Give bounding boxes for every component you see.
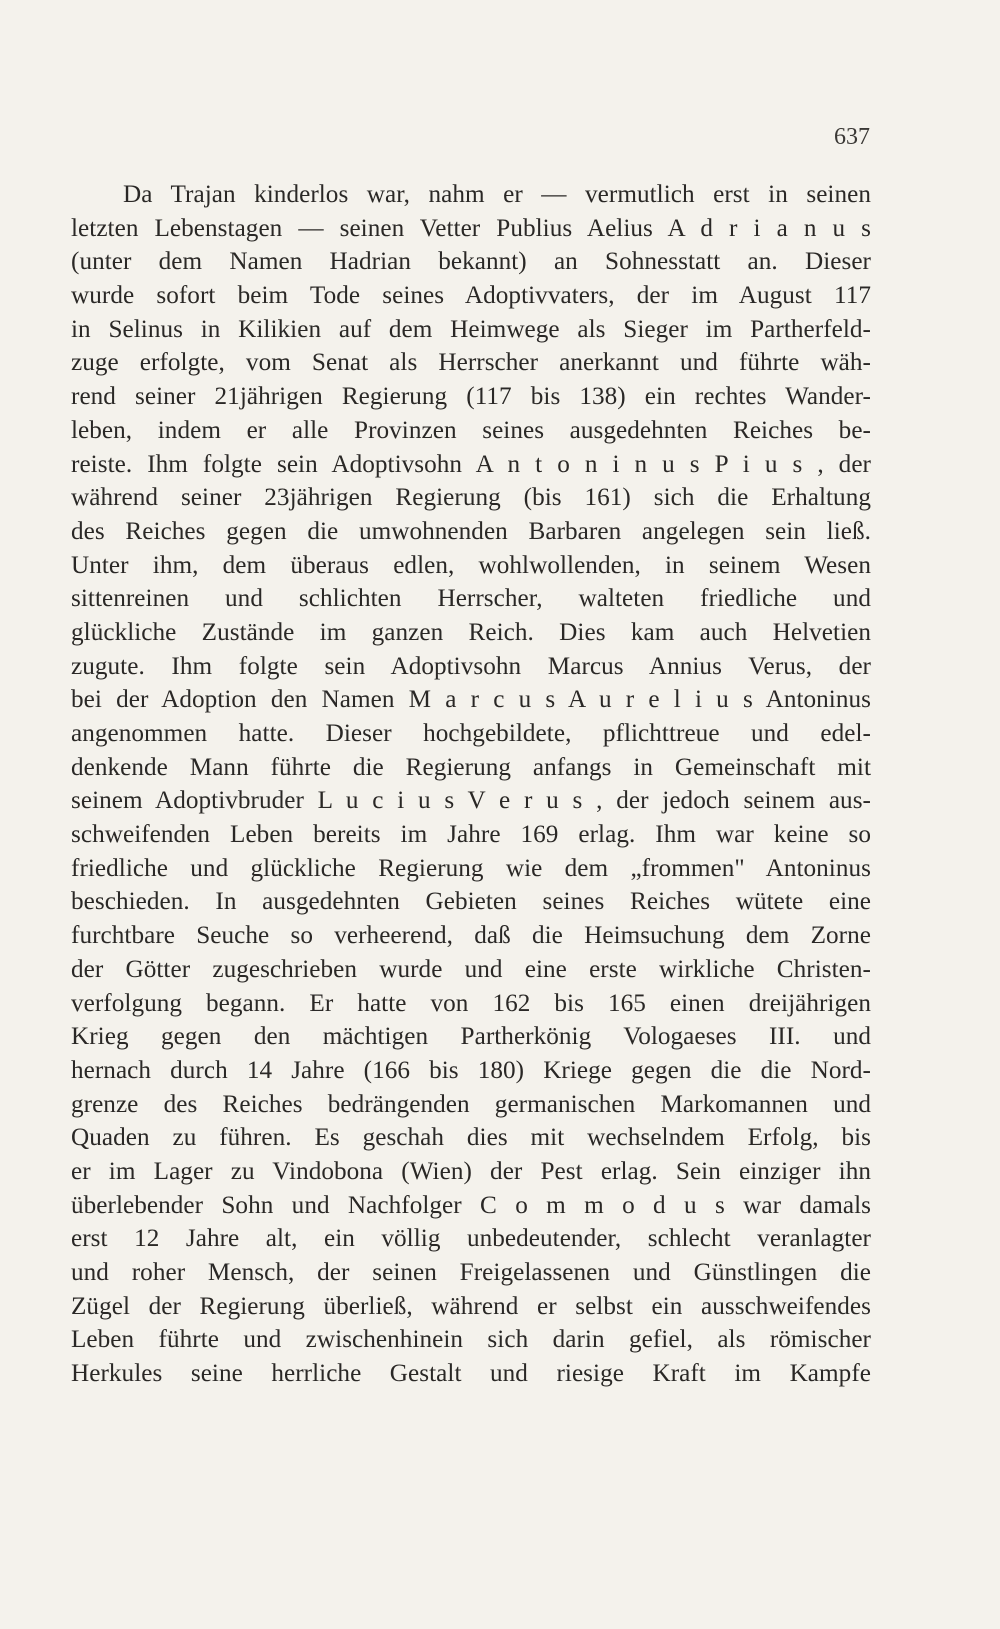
- text-line: in Selinus in Kilikien auf dem Heimwege als Sieger im Partherfeld-: [71, 315, 871, 343]
- text-line: Krieg gegen den mächtigen Partherkönig Vologaeses III. und: [71, 1023, 871, 1051]
- text-line: sittenreinen und schlichten Herrscher, walteten friedliche und: [71, 585, 871, 613]
- text-line: zuge erfolgte, vom Senat als Herrscher anerkannt und führte wäh-: [71, 349, 871, 377]
- text-line: (unter dem Namen Hadrian bekannt) an Sohnesstatt an. Dieser: [71, 248, 871, 276]
- text-line: angenommen hatte. Dieser hochgebildete, pflichttreue und edel-: [71, 720, 871, 747]
- text-line: Leben führte und zwischenhinein sich darin gefiel, als römischer: [71, 1326, 871, 1354]
- text-line: Quaden zu führen. Es geschah dies mit wechselndem Erfolg, bis: [71, 1124, 871, 1152]
- text-line: furchtbare Seuche so verheerend, daß die Heimsuchung dem Zorne: [71, 922, 871, 950]
- text-line: verfolgung begann. Er hatte von 162 bis 165 einen dreijährigen: [71, 989, 871, 1017]
- text-line: glückliche Zustände im ganzen Reich. Dies kam auch Helvetien: [71, 618, 871, 646]
- text-line: erst 12 Jahre alt, ein völlig unbedeutender, schlecht veranlagter: [71, 1225, 871, 1253]
- text-line: des Reiches gegen die umwohnenden Barbaren angelegen sein ließ.: [71, 517, 871, 545]
- text-line: grenze des Reiches bedrängenden germanischen Markomannen und: [71, 1090, 871, 1118]
- page-number: 637: [834, 124, 870, 150]
- body-paragraph: [71, 178, 871, 1391]
- text-line: überlebender Sohn und Nachfolger C o m m o d u s war damals: [71, 1191, 871, 1219]
- text-line: bei der Adoption den Namen M a r c u s A u r e l i u s Antoninus: [71, 686, 871, 714]
- text-line: zugute. Ihm folgte sein Adoptivsohn Marcus Annius Verus, der: [71, 652, 871, 680]
- text-line: er im Lager zu Vindobona (Wien) der Pest erlag. Sein einziger ihn: [71, 1157, 871, 1185]
- text-line: hernach durch 14 Jahre (166 bis 180) Kriege gegen die die Nord-: [71, 1056, 871, 1084]
- text-line: und roher Mensch, der seinen Freigelassenen und Günstlingen die: [71, 1259, 871, 1286]
- text-line: Unter ihm, dem überaus edlen, wohlwollenden, in seinem Wesen: [71, 551, 871, 579]
- text-line: letzten Lebenstagen — seinen Vetter Publius Aelius A d r i a n u s: [71, 214, 871, 242]
- text-line: Zügel der Regierung überließ, während er selbst ein ausschweifendes: [71, 1292, 871, 1320]
- text-line: reiste. Ihm folgte sein Adoptivsohn A n t o n i n u s P i u s , der: [71, 450, 871, 478]
- text-line: Da Trajan kinderlos war, nahm er — vermutlich erst in seinen: [123, 181, 871, 208]
- text-line: beschieden. In ausgedehnten Gebieten seines Reiches wütete eine: [71, 888, 871, 916]
- text-line: wurde sofort beim Tode seines Adoptivvaters, der im August 117: [71, 282, 871, 310]
- text-line: der Götter zugeschrieben wurde und eine erste wirkliche Christen-: [71, 955, 871, 983]
- text-line: friedliche und glückliche Regierung wie dem „frommen" Antoninus: [71, 854, 871, 882]
- text-line: denkende Mann führte die Regierung anfangs in Gemeinschaft mit: [71, 753, 871, 781]
- text-line: während seiner 23jährigen Regierung (bis 161) sich die Erhaltung: [71, 484, 871, 512]
- text-line: schweifenden Leben bereits im Jahre 169 erlag. Ihm war keine so: [71, 821, 871, 849]
- text-line: rend seiner 21jährigen Regierung (117 bis 138) ein rechtes Wander-: [71, 383, 871, 411]
- text-line: seinem Adoptivbruder L u c i u s V e r u s , der jedoch seinem aus-: [71, 787, 871, 815]
- text-line: Herkules seine herrliche Gestalt und riesige Kraft im Kampfe: [71, 1360, 871, 1388]
- text-line: leben, indem er alle Provinzen seines ausgedehnten Reiches be-: [71, 416, 871, 444]
